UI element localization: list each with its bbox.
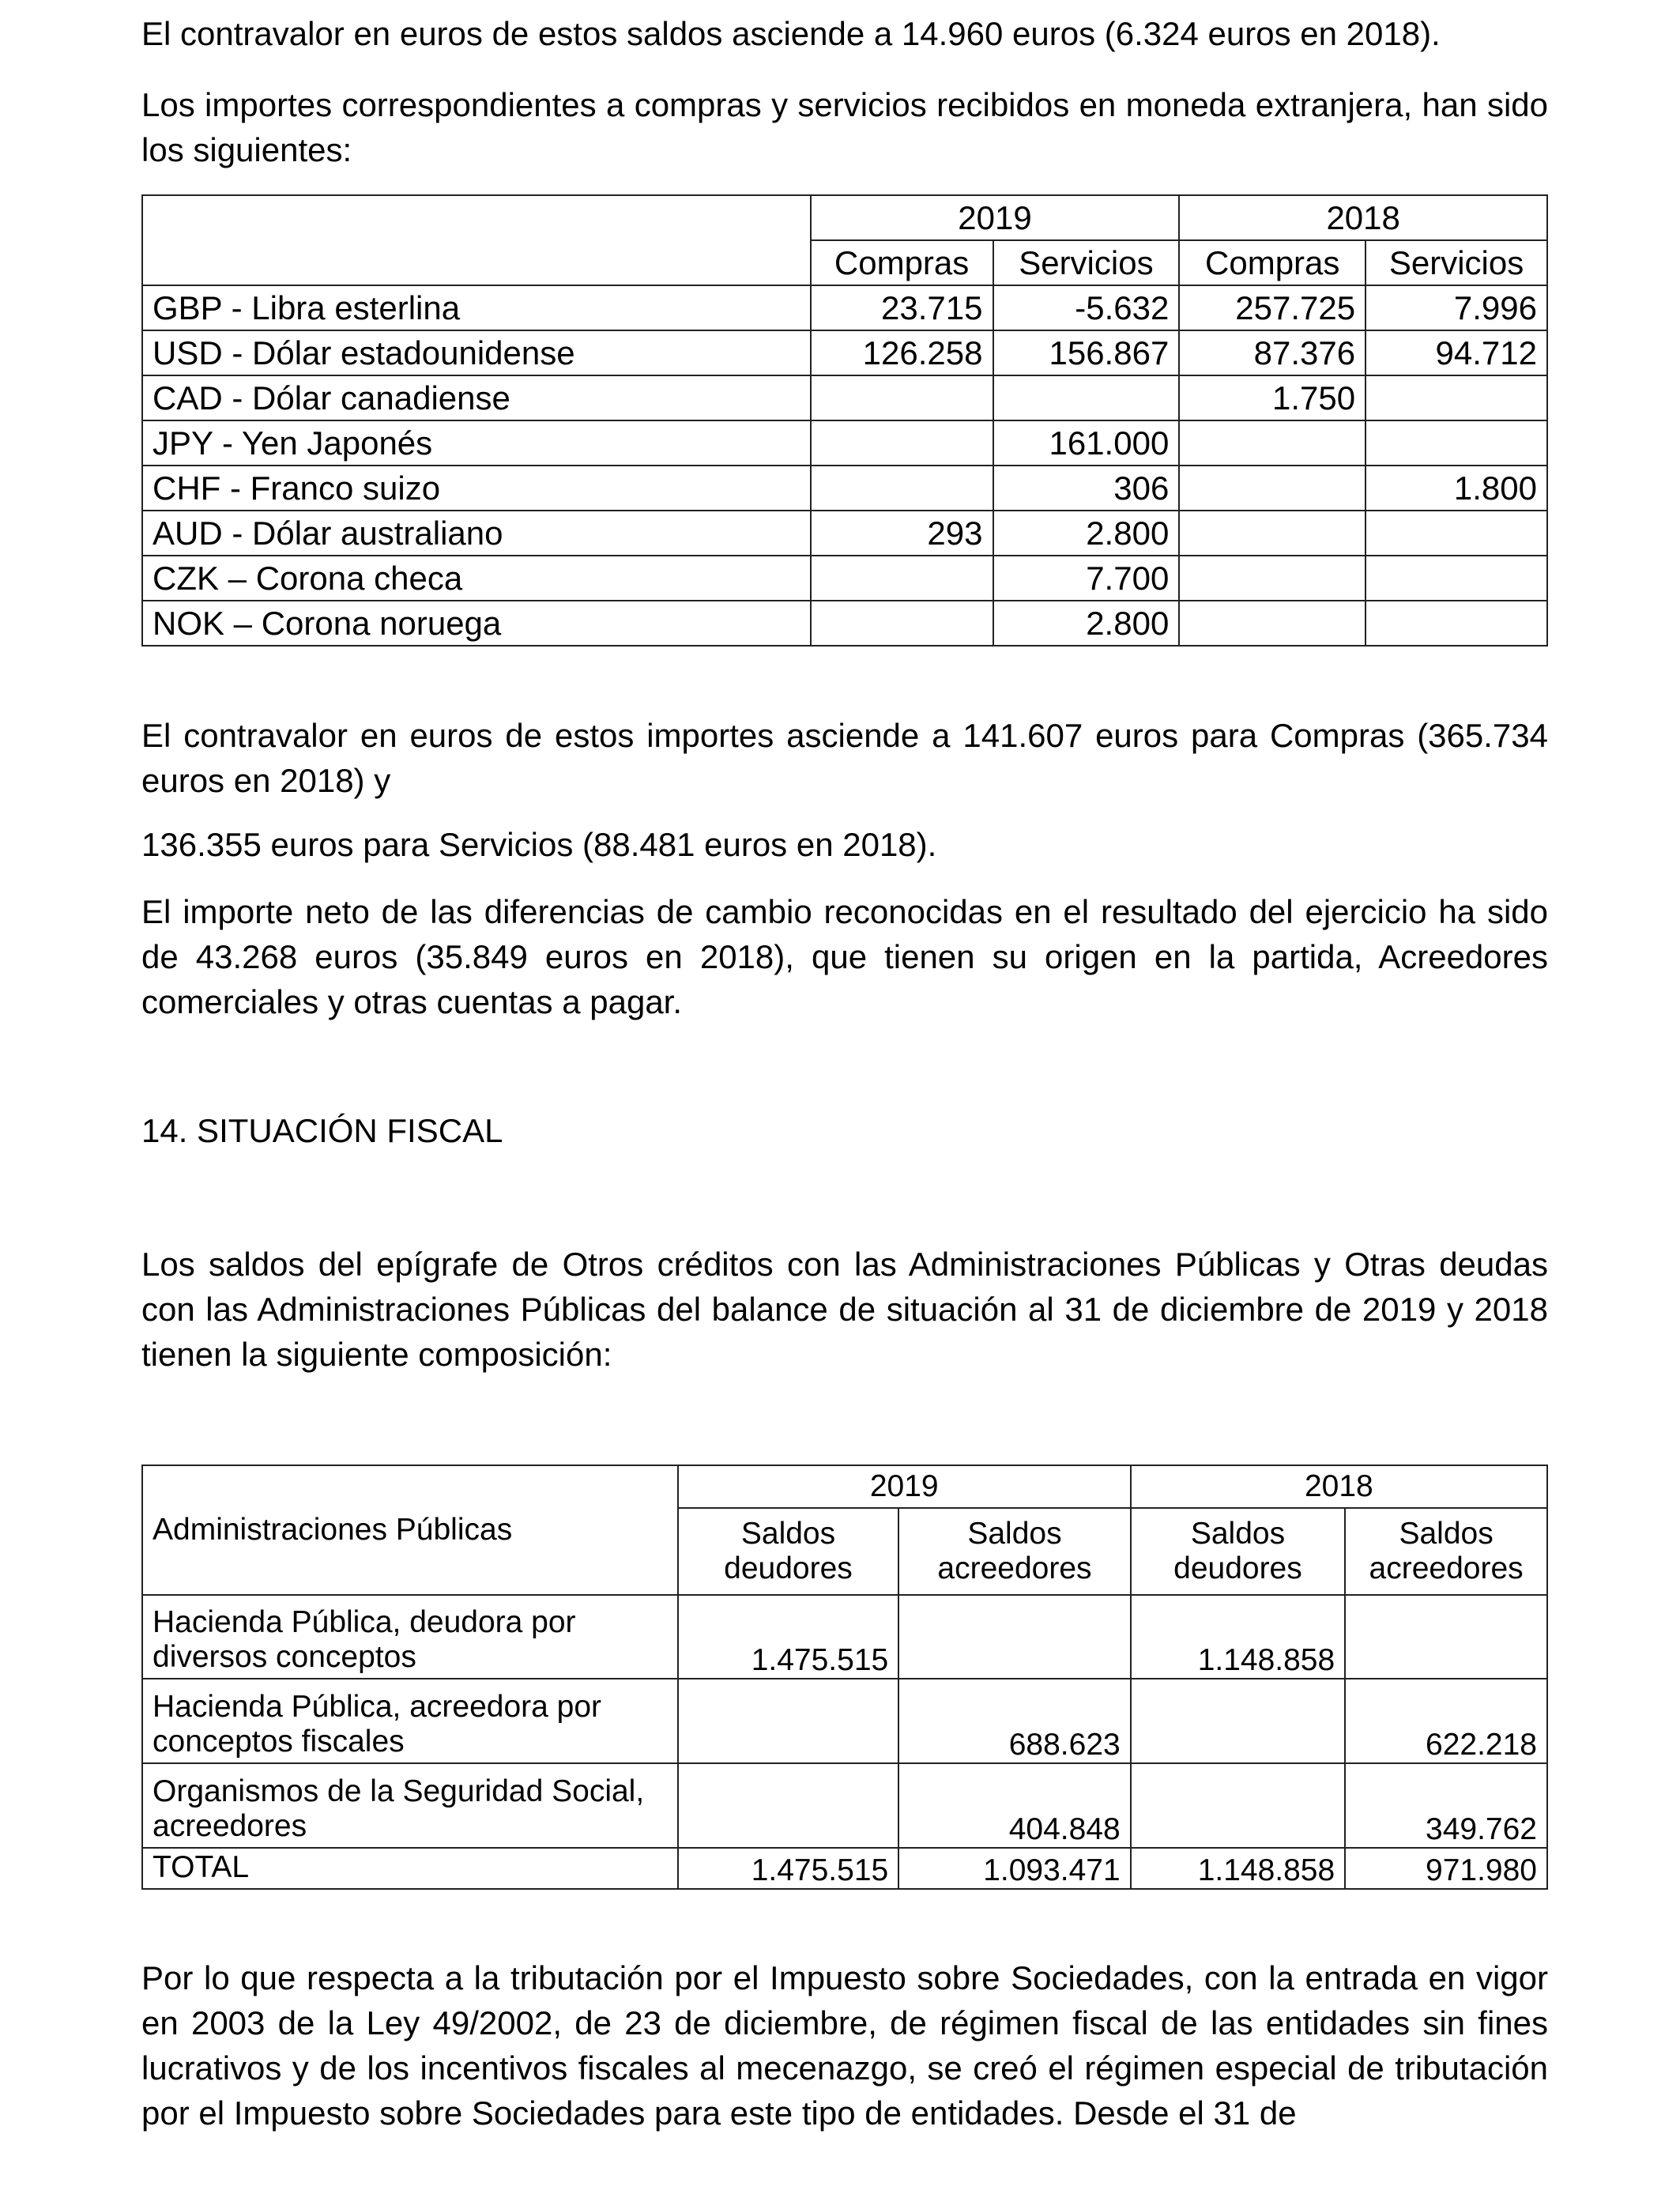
servicios-2018 — [1365, 556, 1547, 601]
row-label-line-1: Organismos de la Seguridad Social, — [153, 1774, 645, 1808]
header-deudores-2018 — [1131, 1508, 1346, 1595]
currency-label: CZK – Corona checa — [142, 556, 811, 601]
deudores-2018: 1.148.858 — [1131, 1595, 1346, 1679]
compras-2018 — [1179, 466, 1365, 511]
servicios-2018 — [1365, 420, 1547, 466]
total-deudores-2019: 1.475.515 — [678, 1848, 898, 1889]
compras-2019: 293 — [811, 511, 993, 556]
servicios-2018 — [1365, 601, 1547, 646]
paragraph-saldos-epigrafe: Los saldos del epígrafe de Otros créditos con las Administraciones Públicas y Otras deudas con las Administraciones Públicas del balance de situación al 31 de diciembre de 2019 y 2018 tienen la siguiente composición: — [141, 1246, 1548, 1373]
row-label-line-1: Hacienda Pública, deudora por — [153, 1605, 576, 1639]
acreedores-2018: 349.762 — [1345, 1763, 1547, 1848]
table-row — [142, 1595, 1547, 1679]
header-acreedores-text: acreedores — [1369, 1551, 1524, 1585]
compras-2018 — [1179, 420, 1365, 466]
row-label-line-2: conceptos fiscales — [153, 1725, 405, 1759]
row-label-line-2: acreedores — [153, 1809, 307, 1843]
servicios-2019: 2.800 — [993, 511, 1180, 556]
section-heading: 14. SITUACIÓN FISCAL — [141, 1112, 503, 1149]
paragraph-contravalor-saldos: El contravalor en euros de estos saldos asciende a 14.960 euros (6.324 euros en 2018). — [141, 15, 1441, 52]
currency-label: AUD - Dólar australiano — [142, 511, 811, 556]
compras-2018: 1.750 — [1179, 375, 1365, 420]
header-acreedores-2019 — [898, 1508, 1130, 1595]
administraciones-publicas-table — [141, 1465, 1548, 1890]
row-label — [142, 1595, 678, 1679]
header-saldos-text: Saldos — [1190, 1517, 1286, 1551]
servicios-2018 — [1365, 511, 1547, 556]
currency-label: NOK – Corona noruega — [142, 601, 811, 646]
deudores-2019 — [678, 1679, 898, 1763]
servicios-2019: 156.867 — [993, 330, 1180, 375]
table-row — [142, 556, 1547, 601]
header-deudores-2019 — [678, 1508, 898, 1595]
table-row — [142, 466, 1547, 511]
currency-label: GBP - Libra esterlina — [142, 285, 811, 330]
compras-2019 — [811, 601, 993, 646]
compras-2019: 23.715 — [811, 285, 993, 330]
servicios-2019: 161.000 — [993, 420, 1180, 466]
header-saldos-text: Saldos — [967, 1517, 1062, 1551]
table-row — [142, 285, 1547, 330]
currency-label: USD - Dólar estadounidense — [142, 330, 811, 375]
currency-label: CHF - Franco suizo — [142, 466, 811, 511]
header-acreedores-2018 — [1345, 1508, 1547, 1595]
servicios-2018: 1.800 — [1365, 466, 1547, 511]
deudores-2019: 1.475.515 — [678, 1595, 898, 1679]
header-acreedores-text: acreedores — [937, 1551, 1092, 1585]
header-year-2018: 2018 — [1179, 195, 1547, 240]
compras-2018 — [1179, 556, 1365, 601]
table-header-row — [142, 195, 1547, 240]
header-empty-cell — [142, 195, 811, 285]
total-deudores-2018: 1.148.858 — [1131, 1848, 1346, 1889]
header-year-2018: 2018 — [1131, 1465, 1547, 1508]
acreedores-2018 — [1345, 1595, 1547, 1679]
servicios-2019: -5.632 — [993, 285, 1180, 330]
compras-2019: 126.258 — [811, 330, 993, 375]
table-row — [142, 420, 1547, 466]
header-compras-2019: Compras — [811, 240, 993, 285]
row-label — [142, 1763, 678, 1848]
deudores-2019 — [678, 1763, 898, 1848]
table-row — [142, 601, 1547, 646]
table-row — [142, 511, 1547, 556]
acreedores-2019: 688.623 — [898, 1679, 1130, 1763]
total-acreedores-2019: 1.093.471 — [898, 1848, 1130, 1889]
row-label-line-1: Hacienda Pública, acreedora por — [153, 1690, 602, 1724]
paragraph-importes-moneda-extranjera: Los importes correspondientes a compras y servicios recibidos en moneda extranjera, han sido los siguientes: — [141, 86, 1548, 168]
compras-2019 — [811, 556, 993, 601]
foreign-currency-table — [141, 194, 1548, 647]
servicios-2019: 7.700 — [993, 556, 1180, 601]
paragraph-servicios: 136.355 euros para Servicios (88.481 euros en 2018). — [141, 826, 937, 863]
deudores-2018 — [1131, 1679, 1346, 1763]
header-saldos-text: Saldos — [740, 1517, 836, 1551]
row-label — [142, 1679, 678, 1763]
compras-2018 — [1179, 511, 1365, 556]
table-row — [142, 330, 1547, 375]
currency-label: CAD - Dólar canadiense — [142, 375, 811, 420]
paragraph-contravalor-importes: El contravalor en euros de estos importes asciende a 141.607 euros para Compras (365.734 euros en 2018) y — [141, 717, 1548, 799]
paragraph-impuesto-sociedades: Por lo que respecta a la tributación por el Impuesto sobre Sociedades, con la entrada en vigor en 2003 de la Ley 49/2002, de 23 de diciembre, de régimen fiscal de las entidades sin fines lucrativos y de los incentivos fiscales al mecenazgo, se creó el régimen especial de tributación por el Impuesto sobre Sociedades para este tipo de entidades. Desde el 31 de — [141, 1959, 1548, 2132]
table-row — [142, 1763, 1547, 1848]
servicios-2018 — [1365, 375, 1547, 420]
header-deudores-text: deudores — [724, 1551, 853, 1585]
table-row — [142, 1679, 1547, 1763]
header-servicios-2018: Servicios — [1365, 240, 1547, 285]
compras-2019 — [811, 466, 993, 511]
servicios-2018: 94.712 — [1365, 330, 1547, 375]
acreedores-2019 — [898, 1595, 1130, 1679]
deudores-2018 — [1131, 1763, 1346, 1848]
servicios-2019: 306 — [993, 466, 1180, 511]
header-year-2019: 2019 — [678, 1465, 1131, 1508]
table-header-row — [142, 1465, 1547, 1508]
total-label: TOTAL — [142, 1848, 678, 1889]
servicios-2018: 7.996 — [1365, 285, 1547, 330]
header-administraciones: Administraciones Públicas — [142, 1465, 678, 1595]
currency-label: JPY - Yen Japonés — [142, 420, 811, 466]
paragraph-diferencias-cambio: El importe neto de las diferencias de cambio reconocidas en el resultado del ejercicio ha sido de 43.268 euros (35.849 euros en 2018), que tienen su origen en la partida, Acreedores comerciales y otras cuentas a pagar. — [141, 893, 1548, 1020]
table-row — [142, 375, 1547, 420]
compras-2019 — [811, 420, 993, 466]
header-servicios-2019: Servicios — [993, 240, 1180, 285]
table-total-row — [142, 1848, 1547, 1889]
compras-2018: 257.725 — [1179, 285, 1365, 330]
header-saldos-text: Saldos — [1399, 1517, 1494, 1551]
total-acreedores-2018: 971.980 — [1345, 1848, 1547, 1889]
header-compras-2018: Compras — [1179, 240, 1365, 285]
header-year-2019: 2019 — [811, 195, 1180, 240]
row-label-line-2: diversos conceptos — [153, 1640, 416, 1674]
compras-2018 — [1179, 601, 1365, 646]
servicios-2019: 2.800 — [993, 601, 1180, 646]
acreedores-2019: 404.848 — [898, 1763, 1130, 1848]
compras-2019 — [811, 375, 993, 420]
compras-2018: 87.376 — [1179, 330, 1365, 375]
servicios-2019 — [993, 375, 1180, 420]
acreedores-2018: 622.218 — [1345, 1679, 1547, 1763]
header-deudores-text: deudores — [1173, 1551, 1302, 1585]
